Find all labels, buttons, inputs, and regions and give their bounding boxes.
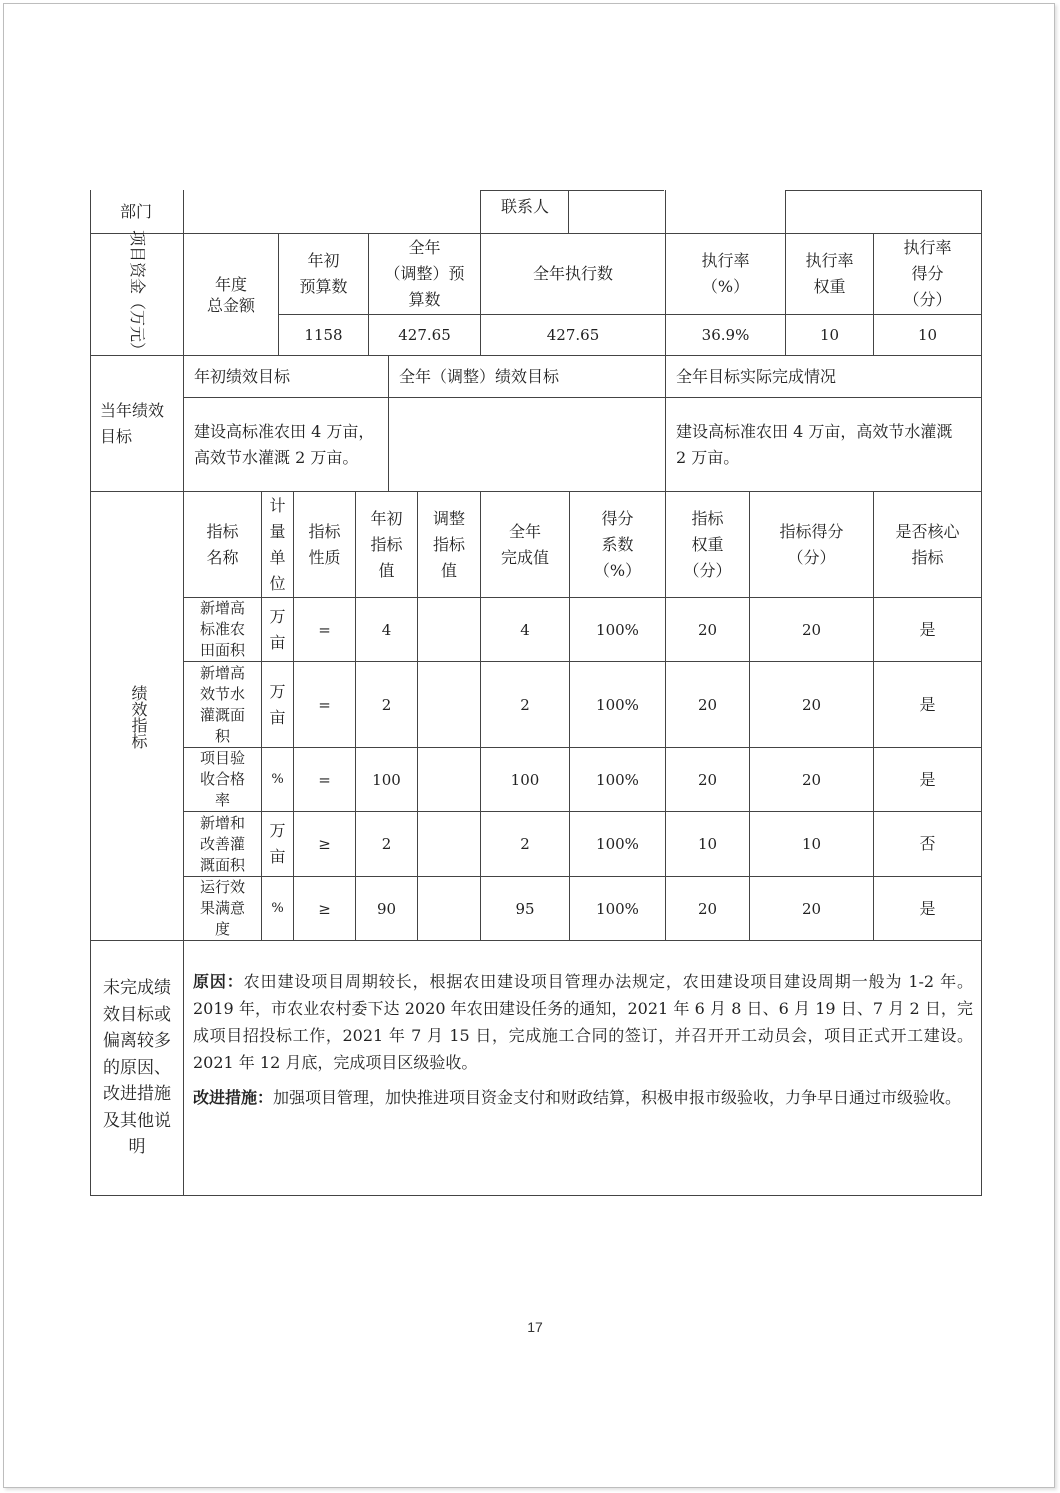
ind-actual: 100 bbox=[510, 770, 540, 789]
ind-weight: 10 bbox=[697, 835, 718, 853]
ind-header-weight: 指标 权重 （分） bbox=[683, 508, 732, 580]
goals-adjusted-text bbox=[389, 398, 665, 491]
funds-rate-score-header: 执行率 得分 （分） bbox=[903, 238, 952, 309]
funds-adjusted-budget-header: 全年 （调整）预 算数 bbox=[384, 238, 465, 309]
funds-rate-value: 36.9% bbox=[701, 326, 750, 344]
ind-nature: ≥ bbox=[318, 899, 331, 918]
dept-value bbox=[184, 191, 480, 233]
ind-coef: 100% bbox=[596, 835, 639, 853]
funds-rate-score-value: 10 bbox=[917, 326, 938, 344]
funds-rate-weight-value: 10 bbox=[819, 326, 840, 344]
ind-header-adjusted: 调整 指标 值 bbox=[432, 508, 465, 580]
ind-coef: 100% bbox=[596, 899, 639, 918]
indicators-label: 绩效指标 bbox=[129, 685, 148, 749]
funds-initial-budget-value: 1158 bbox=[304, 326, 343, 344]
ind-weight: 20 bbox=[697, 620, 718, 639]
measure-label: 改进措施： bbox=[193, 1088, 274, 1107]
ind-initial: 90 bbox=[376, 899, 397, 918]
ind-name: 新增和 改善灌 溉面积 bbox=[199, 813, 245, 874]
funds-rate-weight-header: 执行率 权重 bbox=[805, 251, 854, 296]
explanation-measures bbox=[193, 1083, 973, 1112]
ind-header-score: 指标得分 （分） bbox=[779, 521, 844, 567]
funds-adjusted-budget-value: 427.65 bbox=[398, 326, 451, 344]
ind-header-coef: 得分 系数 （%） bbox=[593, 508, 642, 580]
ind-coef: 100% bbox=[596, 770, 639, 789]
ind-nature: = bbox=[318, 620, 331, 639]
ind-adjusted bbox=[418, 662, 480, 747]
measure-text: 加强项目管理，加快推进项目资金支付和财政结算，积极申报市级验收，力争早日通过市级验收。 bbox=[273, 1088, 962, 1107]
reason-label: 原因： bbox=[193, 972, 244, 991]
ind-score: 20 bbox=[801, 620, 822, 639]
ind-nature: ≥ bbox=[318, 835, 331, 853]
funds-rate-header: 执行率 （%） bbox=[701, 251, 750, 296]
ind-name: 新增高 效节水 灌溉面 积 bbox=[199, 663, 245, 745]
ind-weight: 20 bbox=[697, 770, 718, 789]
header-extra-1 bbox=[666, 191, 785, 233]
ind-score: 10 bbox=[801, 835, 822, 853]
ind-initial: 100 bbox=[372, 770, 401, 789]
ind-name: 新增高 标准农 田面积 bbox=[199, 599, 245, 659]
ind-name: 项目验 收合格 率 bbox=[199, 749, 245, 809]
page-number: 17 bbox=[527, 1319, 543, 1335]
ind-adjusted bbox=[418, 877, 480, 940]
ind-score: 20 bbox=[801, 899, 822, 918]
ind-weight: 20 bbox=[697, 899, 718, 918]
ind-actual: 4 bbox=[520, 620, 530, 639]
goals-adjusted-header: 全年（调整）绩效目标 bbox=[399, 366, 560, 386]
funds-executed-header: 全年执行数 bbox=[532, 264, 613, 283]
ind-adjusted bbox=[418, 598, 480, 661]
ind-nature: = bbox=[318, 770, 331, 789]
ind-unit: 万 亩 bbox=[269, 681, 286, 727]
goals-actual-header: 全年目标实际完成情况 bbox=[676, 366, 837, 386]
ind-header-core: 是否核心 指标 bbox=[895, 521, 960, 567]
funds-total-header: 年度 总金额 bbox=[206, 274, 255, 315]
goals-initial-header: 年初绩效目标 bbox=[194, 366, 291, 386]
ind-actual: 95 bbox=[515, 899, 535, 918]
funds-label: 项目资金（万元） bbox=[128, 229, 147, 359]
funds-initial-budget-header: 年初 预算数 bbox=[299, 251, 348, 296]
ind-initial: 2 bbox=[381, 695, 392, 714]
header-extra-2 bbox=[786, 191, 981, 233]
ind-adjusted bbox=[418, 812, 480, 876]
contact-value bbox=[569, 191, 665, 233]
explanation-label: 未完成绩 效目标或 偏离较多 的原因、 改进措施 及其他说 明 bbox=[103, 978, 171, 1158]
ind-core: 是 bbox=[919, 619, 936, 639]
ind-core: 是 bbox=[919, 694, 936, 714]
dept-label: 部门 bbox=[120, 202, 153, 221]
reason-text: 农田建设项目周期较长，根据农田建设项目管理办法规定，农田建设项目建设周期一般为 1-2 年。2019 年，市农业农村委下达 2020 年农田建设任务的通知，2021 年 6 月 8 日、6 月 19 日、7 月 2 日，完成项目招投标工作，2021 年 7 月 15 日，完成施工合同的签订，并召开开工动员会，项目正式开工建设。2021 年 12 月底，完成项目区级验收。 bbox=[193, 972, 973, 1072]
ind-score: 20 bbox=[801, 695, 822, 714]
ind-unit: 万 亩 bbox=[269, 606, 286, 652]
ind-header-nature: 指标 性质 bbox=[308, 521, 341, 567]
ind-core: 否 bbox=[919, 834, 936, 853]
ind-actual: 2 bbox=[520, 835, 530, 853]
goals-actual-text: 建设高标准农田 4 万亩，高效节水灌溉 2 万亩。 bbox=[676, 421, 953, 467]
goals-label: 当年绩效 目标 bbox=[100, 400, 165, 446]
ind-coef: 100% bbox=[596, 620, 639, 639]
contact-label: 联系人 bbox=[501, 197, 550, 216]
funds-executed-value: 427.65 bbox=[546, 326, 600, 344]
ind-core: 是 bbox=[919, 769, 936, 789]
ind-initial: 2 bbox=[381, 835, 392, 853]
ind-header-name: 指标 名称 bbox=[206, 521, 239, 567]
explanation-reason bbox=[193, 968, 973, 1076]
ind-coef: 100% bbox=[596, 695, 639, 714]
ind-initial: 4 bbox=[381, 620, 392, 639]
ind-header-initial: 年初 指标 值 bbox=[370, 508, 403, 580]
ind-unit: 万 亩 bbox=[269, 821, 286, 866]
ind-header-actual: 全年 完成值 bbox=[500, 521, 549, 567]
ind-score: 20 bbox=[801, 770, 822, 789]
ind-header-unit: 计 量 单 位 bbox=[269, 495, 286, 593]
ind-name: 运行效 果满意 度 bbox=[199, 878, 245, 938]
ind-nature: = bbox=[318, 695, 331, 714]
ind-unit: % bbox=[271, 771, 284, 787]
ind-unit: % bbox=[271, 900, 284, 916]
ind-core: 是 bbox=[919, 898, 936, 918]
ind-actual: 2 bbox=[520, 695, 530, 714]
ind-weight: 20 bbox=[697, 695, 718, 714]
goals-initial-text: 建设高标准农田 4 万亩， 高效节水灌溉 2 万亩。 bbox=[194, 421, 375, 467]
ind-adjusted bbox=[418, 748, 480, 811]
